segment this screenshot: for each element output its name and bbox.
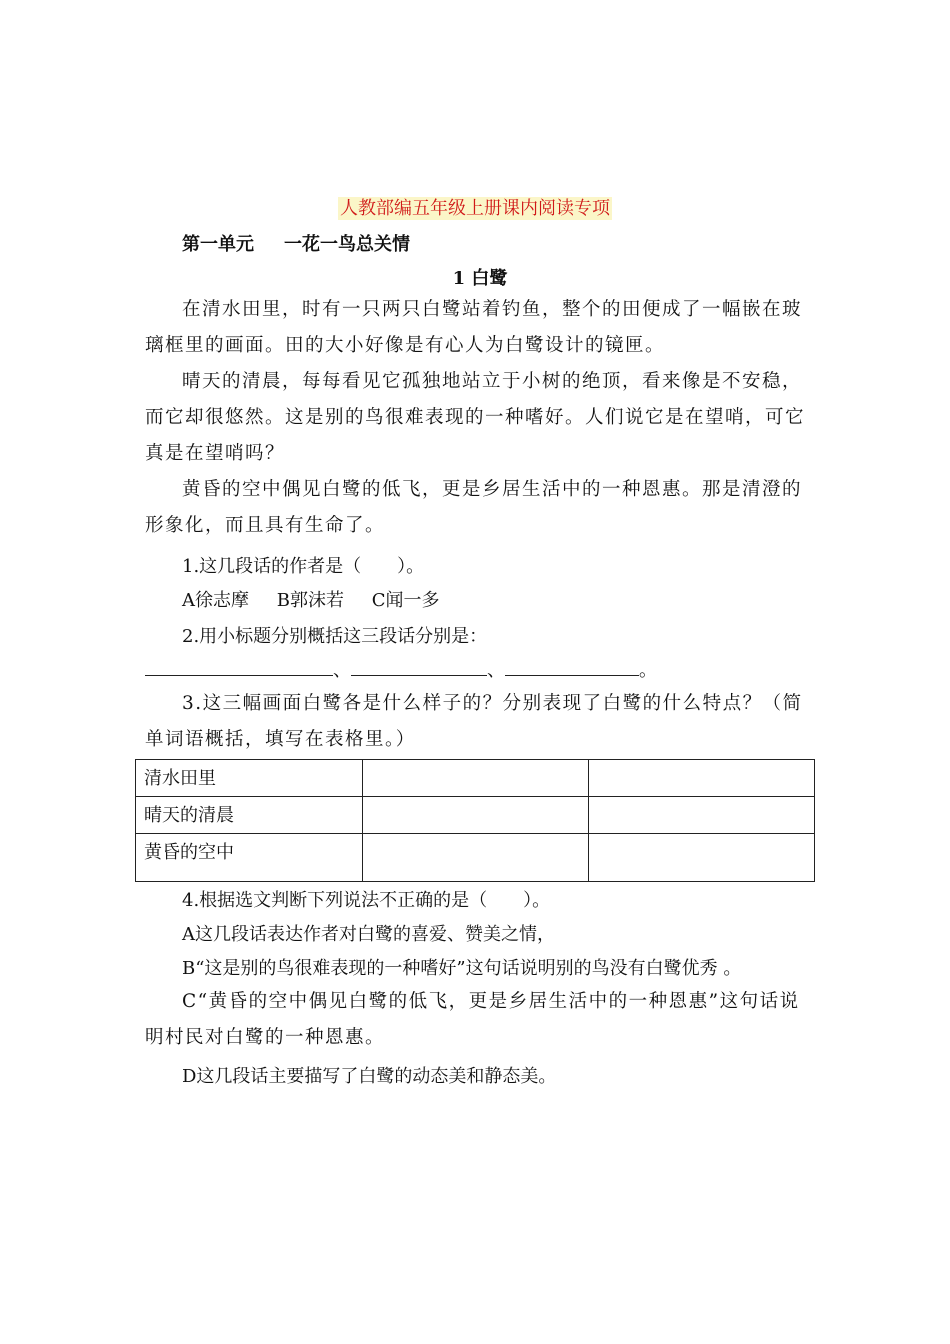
table-cell-scene: 清水田里 [136,760,363,797]
table-cell-appearance[interactable] [362,797,589,834]
question-2-stem: 2.用小标题分别概括这三段话分别是： [182,626,488,647]
answer-blank-3[interactable] [505,659,639,676]
document-title-text: 人教部编五年级上册课内阅读专项 [340,198,610,219]
q4-option-d: D这几段话主要描写了白鹭的动态美和静态美。 [182,1066,557,1087]
table-cell-feature[interactable] [589,797,815,834]
lesson-number: 1 [452,268,466,289]
blank-separator-2: 、 [487,660,505,681]
q4-option-c: C“黄昏的空中偶见白鹭的低飞，更是乡居生活中的一种恩惠”这句话说明村民对白鹭的一种恩惠。 [145,991,800,1048]
table-cell-appearance[interactable] [362,834,589,882]
table-row [136,760,815,797]
blank-end-mark: 。 [639,660,657,681]
question-2-blanks [145,656,657,682]
answer-blank-1[interactable] [145,659,333,676]
passage-paragraph-2: 晴天的清晨，每每看见它孤独地站立于小树的绝顶，看来像是不安稳，而它却很悠然。这是别的鸟很难表现的一种嗜好。人们说它是在望哨，可它真是在望哨吗？ [145,371,806,464]
question-1-options [182,586,439,612]
answer-table [135,759,815,882]
question-3-stem: 3.这三幅画面白鹭各是什么样子的？分别表现了白鹭的什么特点？（简单词语概括，填写在表格里。） [145,693,803,750]
unit-label: 第一单元 [182,234,254,255]
question-1-stem: 1.这几段话的作者是（ ）。 [182,556,425,577]
q4-option-b: B“这是别的鸟很难表现的一种嗜好”这句话说明别的鸟没有白鹭优秀 。 [182,958,742,979]
passage-paragraph-3: 黄昏的空中偶见白鹭的低飞，更是乡居生活中的一种恩惠。那是清澄的形象化，而且具有生命了。 [145,479,803,536]
lesson-title: 白鹭 [471,268,508,289]
table-cell-scene: 晴天的清晨 [136,797,363,834]
passage-paragraph-1: 在清水田里，时有一只两只白鹭站着钓鱼，整个的田便成了一幅嵌在玻璃框里的画面。田的大小好像是有心人为白鹭设计的镜匣。 [145,299,803,356]
table-cell-feature[interactable] [589,834,815,882]
q1-option-c: C闻一多 [371,590,440,611]
table-row [136,834,815,882]
q1-option-b: B郭沫若 [276,590,344,611]
table-cell-appearance[interactable] [362,760,589,797]
unit-theme: 一花一鸟总关情 [284,234,410,255]
lesson-heading [0,264,950,290]
unit-heading [182,230,410,256]
question-4-stem: 4.根据选文判断下列说法不正确的是（ ）。 [182,890,551,911]
q1-option-a: A徐志摩 [182,590,249,611]
q4-option-a: A这几段话表达作者对白鹭的喜爱、赞美之情， [182,924,555,945]
table-cell-scene: 黄昏的空中 [136,834,363,882]
table-row [136,797,815,834]
answer-blank-2[interactable] [351,659,487,676]
document-title [0,194,950,220]
table-cell-feature[interactable] [589,760,815,797]
blank-separator-1: 、 [333,660,351,681]
